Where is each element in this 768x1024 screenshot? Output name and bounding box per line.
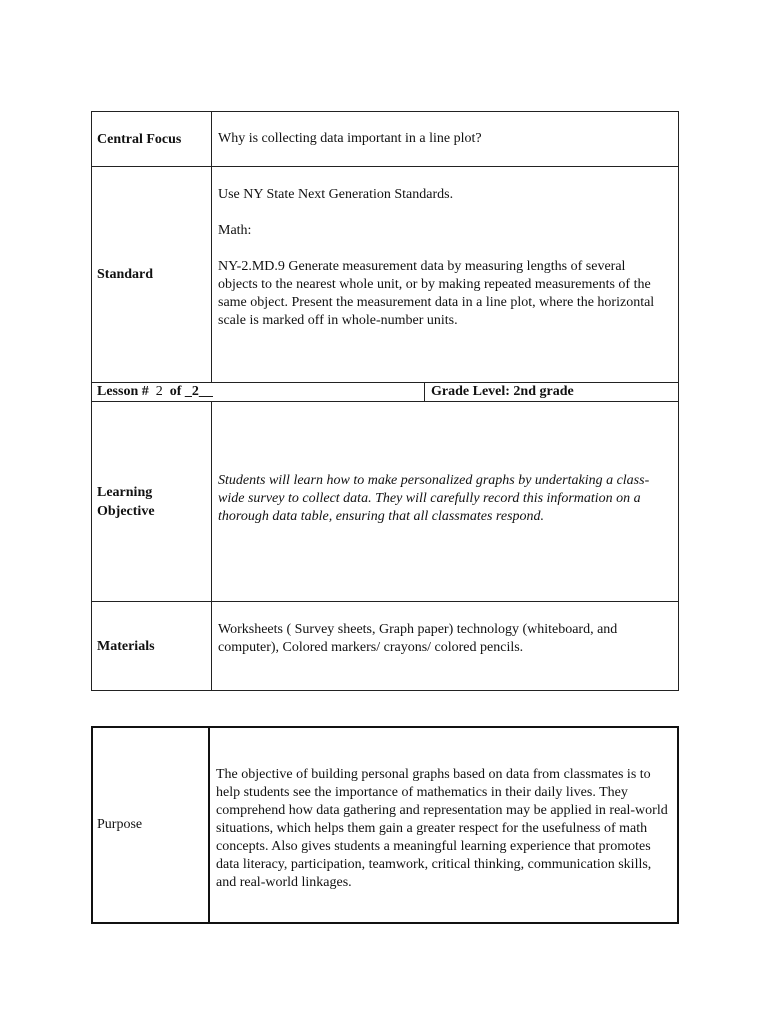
lesson-number-cell: [92, 383, 425, 401]
materials-text: Worksheets ( Survey sheets, Graph paper) technology (whiteboard, and computer), Colored markers/ crayons/ colored pencils.: [218, 622, 618, 655]
lesson-total: _2__: [184, 384, 213, 399]
materials-row: [92, 602, 678, 691]
purpose-text: The objective of building personal graphs based on data from classmates is to help students see the importance of mathematics in their daily lives. They comprehend how data gathering and representation may be applied in real-world situations, which helps them gain a greater respect for the usefulness of math concepts. Also gives students a meaningful learning experience that promotes data literacy, participation, teamwork, critical thinking, communication skills, and real-world linkages.: [216, 767, 668, 890]
lesson-of: of: [169, 384, 182, 399]
standard-row: [92, 167, 678, 383]
lesson-plan-table: [91, 111, 679, 691]
learning-objective-text: Students will learn how to make personalized graphs by undertaking a class-wide survey to collect data. They will carefully record this information on a thorough data table, ensuring that all classmates respond.: [218, 472, 650, 524]
learning-objective-label-line2: Objective: [97, 503, 155, 519]
lesson-row: [92, 383, 678, 402]
central-focus-row: [92, 112, 678, 167]
standard-intro: Use NY State Next Generation Standards.: [218, 187, 454, 202]
standard-description: NY-2.MD.9 Generate measurement data by measuring lengths of several objects to the nearest whole unit, or by making repeated measurements of the same object. Present the measurement data in a line plot, where the horizontal scale is marked off in whole-number units.: [218, 259, 655, 328]
standard-content: [212, 167, 678, 382]
learning-objective-label: [92, 402, 212, 601]
grade-level: Grade Level: 2nd grade: [431, 384, 574, 399]
lesson-prefix: Lesson #: [97, 384, 149, 399]
learning-objective-row: [92, 402, 678, 602]
standard-subject: Math:: [218, 223, 252, 238]
lesson-number: 2: [155, 384, 163, 399]
central-focus-label: Central Focus: [92, 112, 212, 166]
learning-objective-label-line1: Learning: [97, 484, 153, 500]
central-focus-text: Why is collecting data important in a line plot?: [218, 131, 482, 146]
materials-label: Materials: [92, 602, 212, 690]
standard-label: Standard: [92, 167, 212, 382]
purpose-table: [91, 726, 679, 924]
purpose-label: Purpose: [93, 728, 210, 922]
